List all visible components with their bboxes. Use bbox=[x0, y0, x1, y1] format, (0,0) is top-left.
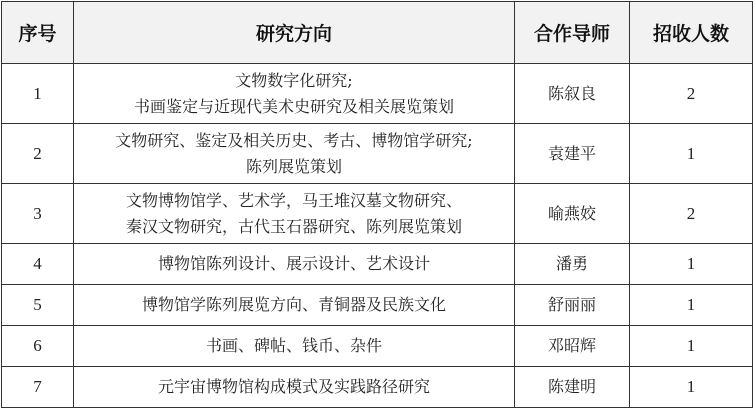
row-quota: 1 bbox=[630, 244, 753, 285]
row-index: 4 bbox=[2, 244, 74, 285]
header-direction: 研究方向 bbox=[74, 2, 515, 64]
row-quota: 1 bbox=[630, 285, 753, 326]
row-advisor: 邓昭辉 bbox=[515, 326, 630, 367]
direction-line: 文物博物馆学、艺术学，马王堆汉墓文物研究、 bbox=[125, 190, 462, 210]
direction-line: 陈列展览策划 bbox=[245, 156, 342, 176]
row-direction bbox=[74, 326, 515, 367]
row-advisor: 陈叙良 bbox=[515, 64, 630, 124]
row-index: 1 bbox=[2, 64, 74, 124]
row-index: 2 bbox=[2, 124, 74, 184]
header-quota: 招收人数 bbox=[630, 2, 753, 64]
direction-line: 文物数字化研究; bbox=[235, 70, 353, 90]
row-index: 7 bbox=[2, 367, 74, 408]
row-quota: 1 bbox=[630, 326, 753, 367]
direction-line: 博物馆学陈列展览方向、青铜器及民族文化 bbox=[141, 295, 446, 314]
row-quota: 2 bbox=[630, 64, 753, 124]
row-index: 6 bbox=[2, 326, 74, 367]
header-row bbox=[2, 2, 753, 64]
row-index: 3 bbox=[2, 184, 74, 244]
table-row bbox=[2, 285, 753, 326]
row-advisor: 舒丽丽 bbox=[515, 285, 630, 326]
row-quota: 2 bbox=[630, 184, 753, 244]
row-direction bbox=[74, 244, 515, 285]
direction-line: 元宇宙博物馆构成模式及实践路径研究 bbox=[157, 377, 430, 396]
header-index: 序号 bbox=[2, 2, 74, 64]
row-direction bbox=[74, 64, 515, 124]
direction-line: 书画、碑帖、钱币、杂件 bbox=[205, 336, 382, 355]
row-index: 5 bbox=[2, 285, 74, 326]
advisor-table bbox=[1, 1, 753, 408]
direction-line: 博物馆陈列设计、展示设计、艺术设计 bbox=[157, 254, 430, 273]
row-advisor: 潘勇 bbox=[515, 244, 630, 285]
row-advisor: 袁建平 bbox=[515, 124, 630, 184]
table-row bbox=[2, 367, 753, 408]
row-advisor: 喻燕姣 bbox=[515, 184, 630, 244]
table-row bbox=[2, 244, 753, 285]
table-row bbox=[2, 326, 753, 367]
row-advisor: 陈建明 bbox=[515, 367, 630, 408]
table-row bbox=[2, 64, 753, 124]
row-quota: 1 bbox=[630, 124, 753, 184]
direction-line: 书画鉴定与近现代美术史研究及相关展览策划 bbox=[133, 96, 454, 116]
table-row bbox=[2, 184, 753, 244]
row-direction bbox=[74, 124, 515, 184]
direction-line: 秦汉文物研究，古代玉石器研究、陈列展览策划 bbox=[125, 216, 462, 236]
table-row bbox=[2, 124, 753, 184]
row-quota: 1 bbox=[630, 367, 753, 408]
header-advisor: 合作导师 bbox=[515, 2, 630, 64]
row-direction bbox=[74, 367, 515, 408]
direction-line: 文物研究、鉴定及相关历史、考古、博物馆学研究; bbox=[115, 130, 473, 150]
row-direction bbox=[74, 184, 515, 244]
row-direction bbox=[74, 285, 515, 326]
